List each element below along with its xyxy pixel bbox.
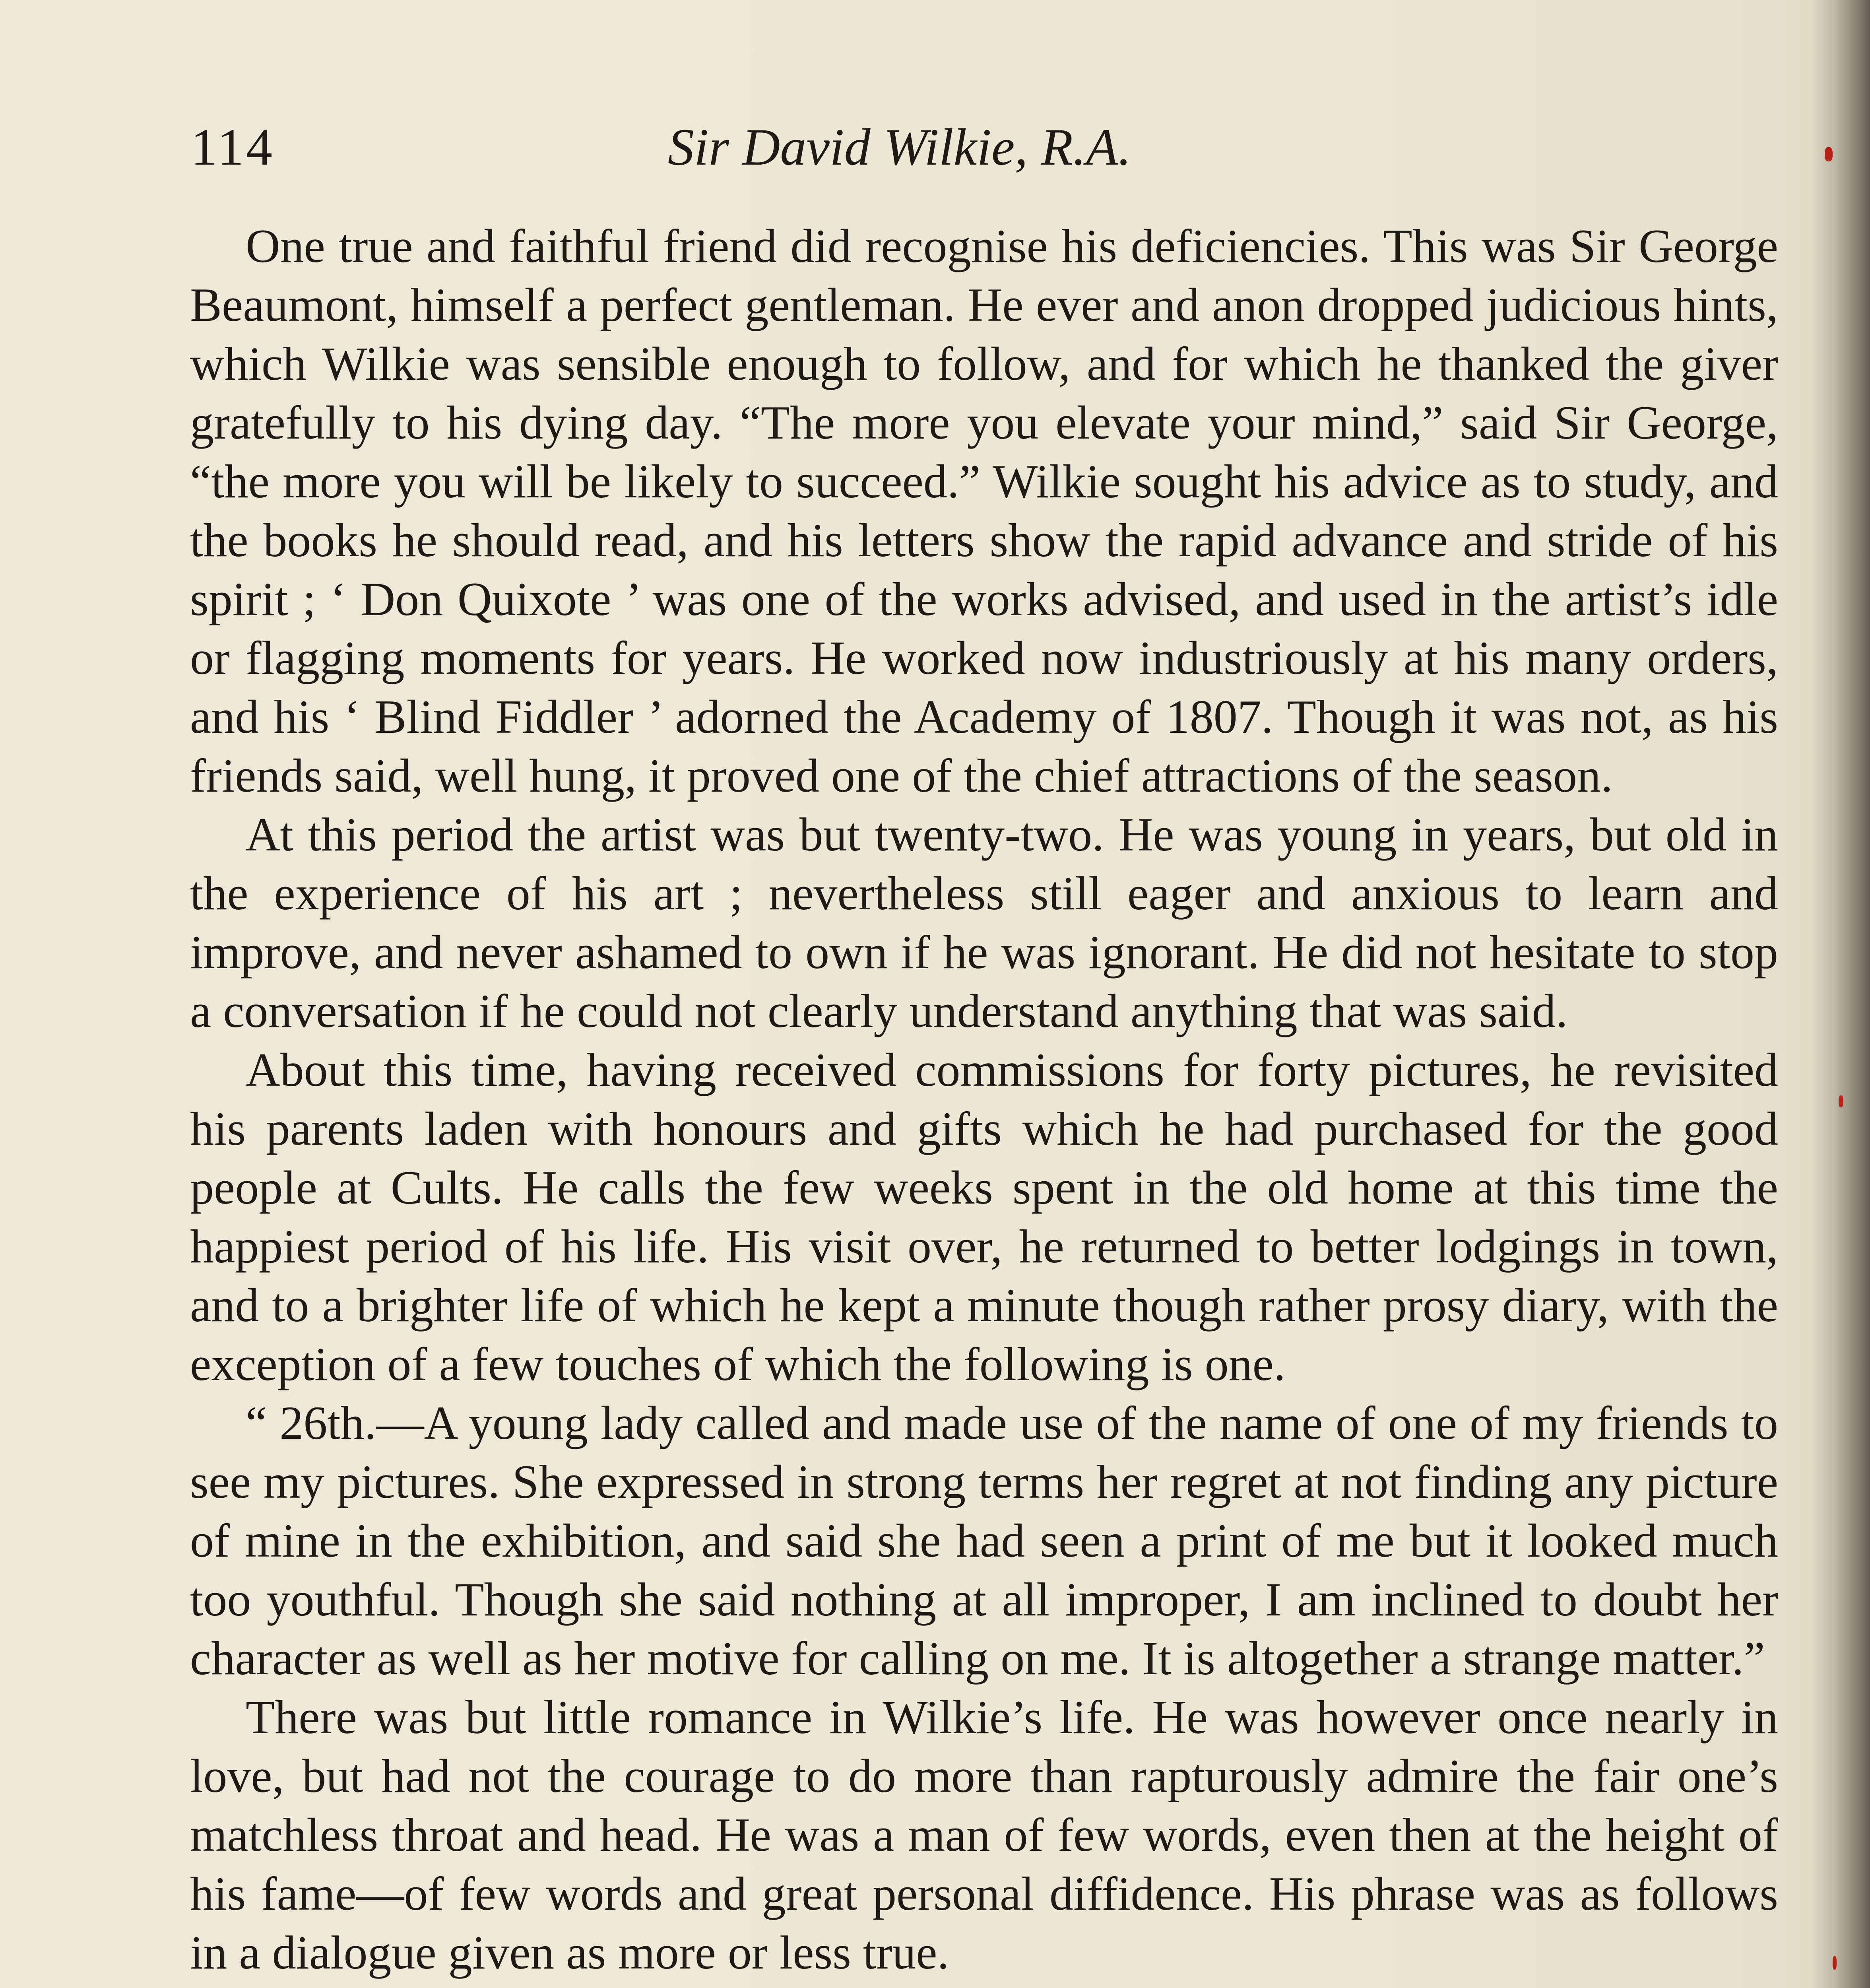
- binding-shadow: [1810, 0, 1870, 1988]
- diary-quote: “ 26th.—A young lady called and made use of the name of one of my friends to see my pictures. She expressed in strong terms her regret at not finding any picture of mine in the exhibition, and said she had seen a print of me but it looked much too youthful. Though she said nothing at all improper, I am inclined to doubt her character as well as her motive for calling on me. It is altogether a strange matter.”: [190, 1396, 1778, 1685]
- margin-mark: [1839, 1095, 1843, 1107]
- paragraph: One true and faithful friend did recognise his deficiencies. This was Sir George Beaumont, himself a perfect gentleman. He ever and anon dropped judicious hints, which Wilkie was sensible enough to follow, and for which he thanked the giver gratefully to his dying day. “The more you elevate your mind,” said Sir George, “the more you will be likely to succeed.” Wilkie sought his advice as to study, and the books he should read, and his letters show the rapid advance and stride of his spirit ; ‘ Don Quixote ’ was one of the works advised, and used in the artist’s idle or flagging moments for years. He worked now industriously at his many orders, and his ‘ Blind Fiddler ’ adorned the Academy of 1807. Though it was not, as his friends said, well hung, it proved one of the chief attractions of the season.: [190, 219, 1778, 802]
- margin-mark: [1825, 147, 1833, 161]
- paragraph: About this time, having received commissions for forty pictures, he revisited his parents laden with honours and gifts which he had purchased for the good people at Cults. He calls the few weeks spent in the old home at this time the happiest period of his life. His visit over, he returned to better lodgings in town, and to a brighter life of which he kept a minute though rather prosy diary, with the exception of a few touches of which the following is one.: [190, 1043, 1778, 1390]
- running-title: Sir David Wilkie, R.A.: [668, 118, 1131, 176]
- paragraph: At this period the artist was but twenty-two. He was young in years, but old in the experience of his art ; nevertheless still eager and anxious to learn and improve, and never ashamed to own if he was ignorant. He did not hesitate to stop a conversation if he could not clearly understand anything that was said.: [190, 808, 1778, 1037]
- page-number: 114: [191, 118, 275, 176]
- page-header: [191, 115, 1777, 179]
- body-text: [190, 217, 1778, 1982]
- margin-mark: [1833, 1956, 1837, 1970]
- paragraph: There was but little romance in Wilkie’s life. He was however once nearly in love, but had not the courage to do more than rapturously admire the fair one’s matchless throat and head. He was a man of few words, even then at the height of his fame—of few words and great personal diffidence. His phrase was as follows in a dialogue given as more or less true.: [190, 1691, 1778, 1979]
